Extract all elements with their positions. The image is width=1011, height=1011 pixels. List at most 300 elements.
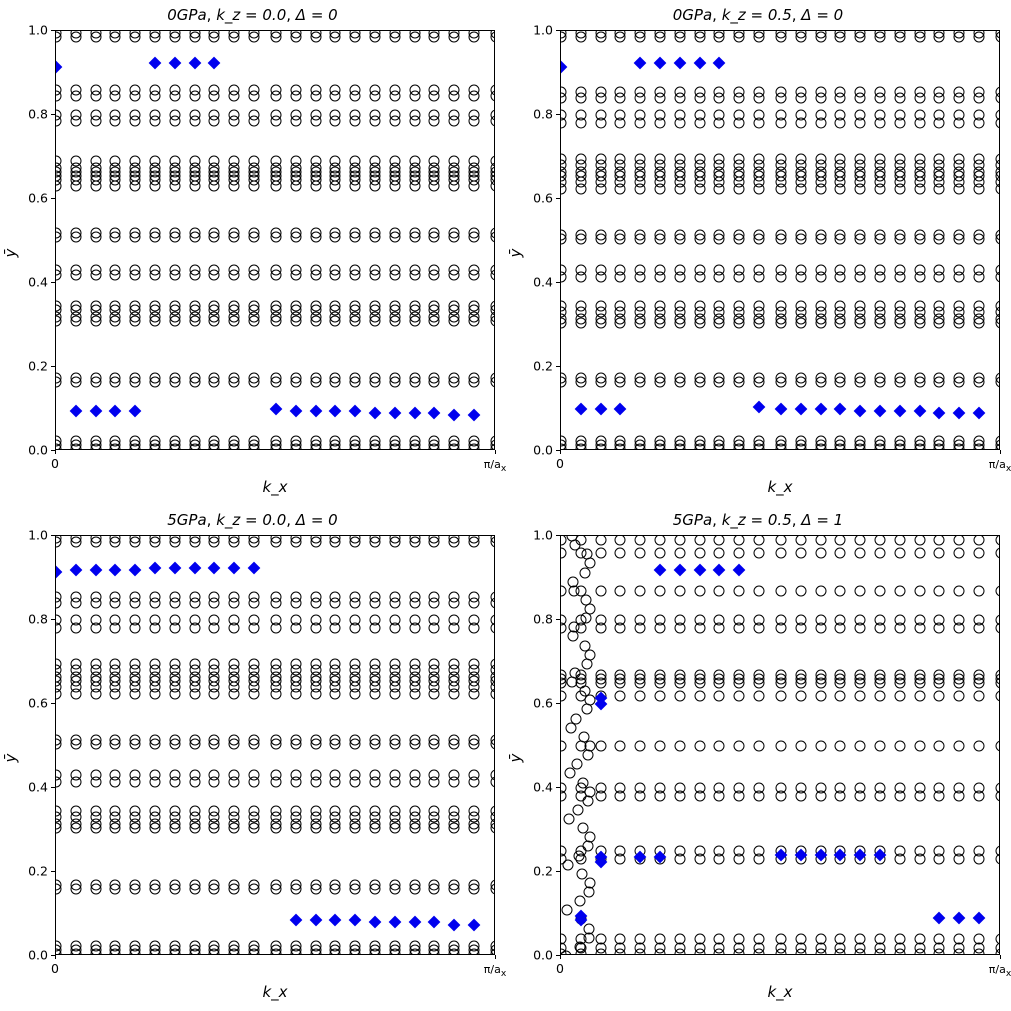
data-point-edge-state [594,403,607,416]
data-point-open [110,435,121,446]
data-point-edge-state [408,407,421,420]
data-point-open [914,783,925,794]
data-point-edge-state [309,405,322,418]
data-point-open [815,934,826,945]
data-point-open [914,154,925,165]
data-point-open [655,547,666,558]
data-point-open [189,879,200,890]
x-tick-mark [1000,450,1001,454]
data-point-open [894,301,905,312]
data-point-open [189,372,200,383]
data-point-open [894,783,905,794]
data-point-open [130,806,141,817]
data-point-open [409,591,420,602]
data-point-open [271,265,282,276]
data-point-open [409,156,420,167]
data-point-open [271,591,282,602]
data-point-open [389,940,400,951]
data-point-open [584,877,595,888]
data-point-open [815,741,826,752]
data-point-open [996,741,1001,752]
data-point-edge-state [953,912,966,925]
y-tick-label: 0.8 [28,611,48,627]
data-point-edge-state [693,56,706,69]
data-point-open [655,615,666,626]
data-point-open [875,435,886,446]
data-point-open [674,110,685,121]
data-point-open [370,615,381,626]
data-point-edge-state [149,561,162,574]
data-point-open [875,535,886,546]
data-point-edge-state [109,405,122,418]
data-point-open [595,783,606,794]
data-point-open [70,110,81,121]
data-point-open [310,806,321,817]
data-point-open [714,110,725,121]
data-point-open [855,535,866,546]
data-point-open [595,301,606,312]
data-point-open [330,734,341,745]
data-point-open [574,896,585,907]
y-tick-label: 1.0 [533,527,553,543]
data-point-open [370,372,381,383]
data-point-open [776,229,787,240]
title-pressure: 0GPa [167,6,207,24]
data-point-open [575,86,586,97]
data-point-open [795,535,806,546]
data-point-open [655,265,666,276]
data-point-open [875,265,886,276]
data-point-open [914,690,925,701]
data-point-edge-state [913,405,926,418]
data-point-open [389,435,400,446]
data-point-open [189,770,200,781]
data-point-open [449,110,460,121]
y-tick-mark [51,198,55,199]
data-point-open [655,783,666,794]
data-point-open [714,265,725,276]
data-point-open [579,686,590,697]
data-point-open [575,265,586,276]
data-point-open [429,156,440,167]
data-point-open [974,615,985,626]
data-point-open [409,372,420,383]
data-point-open [996,846,1001,857]
y-tick-label: 0.0 [28,442,48,458]
data-point-open [954,783,965,794]
data-point-open [694,435,705,446]
data-point-open [974,372,985,383]
data-point-open [130,435,141,446]
data-point-edge-state [329,405,342,418]
data-point-open [754,229,765,240]
data-point-open [290,940,301,951]
data-point-open [70,770,81,781]
data-point-open [734,229,745,240]
data-point-open [389,591,400,602]
data-point-open [350,110,361,121]
data-point-open [409,301,420,312]
data-point-open [229,591,240,602]
data-point-open [875,154,886,165]
data-point-open [429,591,440,602]
data-point-edge-state [654,563,667,576]
data-point-open [150,110,161,121]
data-point-open [914,846,925,857]
data-point-open [429,940,440,951]
data-point-open [370,110,381,121]
data-point-open [954,615,965,626]
data-point-open [491,591,496,602]
data-point-open [409,615,420,626]
y-tick-mark [556,871,560,872]
data-point-open [560,690,567,701]
data-point-open [429,435,440,446]
data-point-open [409,435,420,446]
data-point-open [350,659,361,670]
data-point-open [595,547,606,558]
data-point-open [229,806,240,817]
data-point-open [169,372,180,383]
data-point-open [330,84,341,95]
y-tick-mark [556,703,560,704]
data-point-open [635,154,646,165]
data-point-open [130,156,141,167]
data-point-open [229,156,240,167]
data-point-open [330,372,341,383]
y-axis-label: ȳ [1,248,20,257]
data-point-open [694,585,705,596]
data-point-open [776,547,787,558]
data-point-open [469,265,480,276]
data-point-open [674,154,685,165]
data-point-open [169,806,180,817]
data-point-open [229,435,240,446]
data-point-open [189,227,200,238]
data-point-open [209,615,220,626]
data-point-edge-state [893,405,906,418]
data-point-open [90,435,101,446]
data-point-open [954,265,965,276]
data-point-open [189,591,200,602]
panel-top-right [505,0,1011,505]
y-tick-label: 0.4 [28,274,48,290]
data-point-open [249,770,260,781]
data-point-edge-state [973,407,986,420]
data-point-open [169,615,180,626]
data-point-open [714,690,725,701]
data-point-open [229,879,240,890]
data-point-open [635,435,646,446]
data-point-open [674,265,685,276]
data-point-open [429,659,440,670]
data-point-open [954,547,965,558]
data-point-open [169,301,180,312]
data-point-open [635,301,646,312]
data-point-open [954,934,965,945]
data-point-open [674,741,685,752]
data-point-open [914,741,925,752]
data-point-open [271,301,282,312]
data-point-open [150,940,161,951]
data-point-open [954,741,965,752]
data-point-open [875,547,886,558]
data-point-open [795,783,806,794]
data-point-open [70,879,81,890]
data-point-open [894,585,905,596]
data-point-open [835,547,846,558]
x-tick-label: 0 [51,456,59,471]
data-point-open [409,227,420,238]
data-point-open [615,783,626,794]
data-point-open [560,846,567,857]
data-point-open [290,734,301,745]
data-point-edge-state [270,403,283,416]
data-point-open [954,110,965,121]
data-point-open [954,690,965,701]
data-point-open [560,110,567,121]
data-point-open [169,940,180,951]
data-point-open [469,372,480,383]
data-point-open [565,768,576,779]
data-point-open [491,301,496,312]
data-point-open [449,770,460,781]
data-point-open [974,690,985,701]
y-axis-label: ȳ [1,753,20,763]
data-point-open [635,265,646,276]
title-pressure: 0GPa [672,6,713,24]
data-point-open [635,86,646,97]
data-point-open [449,301,460,312]
data-point-open [855,741,866,752]
data-point-open [595,741,606,752]
data-point-open [835,154,846,165]
data-point-open [310,591,321,602]
data-point-open [894,741,905,752]
data-point-open [169,110,180,121]
data-point-open [714,615,725,626]
data-point-open [310,659,321,670]
data-point-open [694,535,705,546]
data-point-open [370,879,381,890]
x-tick-label: 0 [556,961,564,976]
panel-title [0,511,505,529]
data-point-open [271,227,282,238]
data-point-open [229,659,240,670]
y-tick-mark [556,619,560,620]
data-point-open [469,659,480,670]
data-point-open [130,301,141,312]
data-point-open [560,741,567,752]
data-point-open [290,227,301,238]
y-tick-label: 0.8 [533,611,553,627]
data-point-open [615,846,626,857]
data-point-open [169,265,180,276]
data-point-open [734,435,745,446]
data-point-open [310,156,321,167]
data-point-open [894,535,905,546]
data-point-open [90,227,101,238]
data-point-open [560,535,567,546]
data-point-open [734,669,745,680]
x-axis-label: k_x [262,478,288,496]
data-point-open [974,535,985,546]
panel-title [505,6,1011,24]
data-point-open [169,84,180,95]
data-point-open [694,154,705,165]
data-point-open [974,435,985,446]
data-point-open [974,585,985,596]
data-point-open [734,615,745,626]
data-point-open [110,806,121,817]
data-point-open [655,229,666,240]
data-point-open [370,227,381,238]
data-point-open [914,535,925,546]
data-point-open [209,770,220,781]
data-point-open [754,669,765,680]
data-point-open [580,640,591,651]
data-point-open [875,585,886,596]
data-point-open [615,934,626,945]
data-point-open [330,156,341,167]
y-tick-label: 0.2 [533,863,553,879]
data-point-open [350,879,361,890]
data-point-open [90,879,101,890]
data-point-open [835,934,846,945]
data-point-edge-state [953,407,966,420]
data-point-open [694,615,705,626]
data-point-open [310,265,321,276]
data-point-open [754,301,765,312]
x-tick-mark [560,450,561,454]
y-tick-mark [51,787,55,788]
data-point-open [310,615,321,626]
data-point-open [996,86,1001,97]
data-point-open [350,372,361,383]
title-sep: , [712,6,722,24]
y-tick-label: 0.4 [533,274,553,290]
data-point-edge-state [834,403,847,416]
data-point-open [229,227,240,238]
data-point-open [855,615,866,626]
y-tick-label: 0.8 [28,106,48,122]
data-point-open [595,86,606,97]
data-point-open [734,846,745,857]
panel-title [0,6,505,24]
data-point-open [209,265,220,276]
data-point-open [754,846,765,857]
x-axis-label: k_x [262,983,288,1001]
data-point-open [855,690,866,701]
panel-title [505,511,1011,529]
data-point-open [249,110,260,121]
data-point-open [754,615,765,626]
data-point-open [584,923,595,934]
data-point-open [110,156,121,167]
data-point-edge-state [854,405,867,418]
data-point-open [290,301,301,312]
data-point-edge-state [408,916,421,929]
data-point-open [110,265,121,276]
data-point-open [491,265,496,276]
data-point-open [189,265,200,276]
data-point-open [795,741,806,752]
data-point-open [449,659,460,670]
data-point-edge-state [69,405,82,418]
data-point-open [795,669,806,680]
data-point-open [776,934,787,945]
data-point-open [595,669,606,680]
data-point-open [595,372,606,383]
data-point-open [569,622,580,633]
data-point-open [776,110,787,121]
data-point-open [271,879,282,890]
data-point-open [562,905,573,916]
data-point-open [310,301,321,312]
data-point-open [974,301,985,312]
data-point-open [90,591,101,602]
data-point-open [209,301,220,312]
data-point-open [585,786,596,797]
data-point-edge-state [188,561,201,574]
data-point-edge-state [309,914,322,927]
y-tick-mark [556,30,560,31]
data-point-open [855,265,866,276]
title-sep: , [206,511,217,529]
data-point-open [110,591,121,602]
data-point-open [130,591,141,602]
data-point-open [914,934,925,945]
data-point-open [875,669,886,680]
data-point-open [449,435,460,446]
data-point-open [70,734,81,745]
title-pressure: 5GPa [672,511,713,529]
data-point-open [429,879,440,890]
data-point-open [674,547,685,558]
data-point-open [754,435,765,446]
data-point-open [150,372,161,383]
data-point-open [694,783,705,794]
data-point-open [370,156,381,167]
data-point-open [795,301,806,312]
data-point-open [875,372,886,383]
data-point-open [655,372,666,383]
data-point-open [815,585,826,596]
data-point-open [469,879,480,890]
data-point-open [835,110,846,121]
data-point-open [674,690,685,701]
data-point-open [189,156,200,167]
data-point-open [150,770,161,781]
data-point-open [855,301,866,312]
y-tick-mark [51,366,55,367]
data-point-open [914,229,925,240]
data-point-edge-state [289,914,302,927]
data-point-open [576,868,587,879]
data-point-open [169,227,180,238]
data-point-open [90,770,101,781]
data-point-open [491,806,496,817]
data-point-open [110,659,121,670]
data-point-open [249,301,260,312]
data-point-open [229,110,240,121]
data-point-open [310,435,321,446]
data-point-open [310,770,321,781]
data-point-open [310,227,321,238]
data-point-open [734,741,745,752]
data-point-open [974,86,985,97]
data-point-open [595,934,606,945]
